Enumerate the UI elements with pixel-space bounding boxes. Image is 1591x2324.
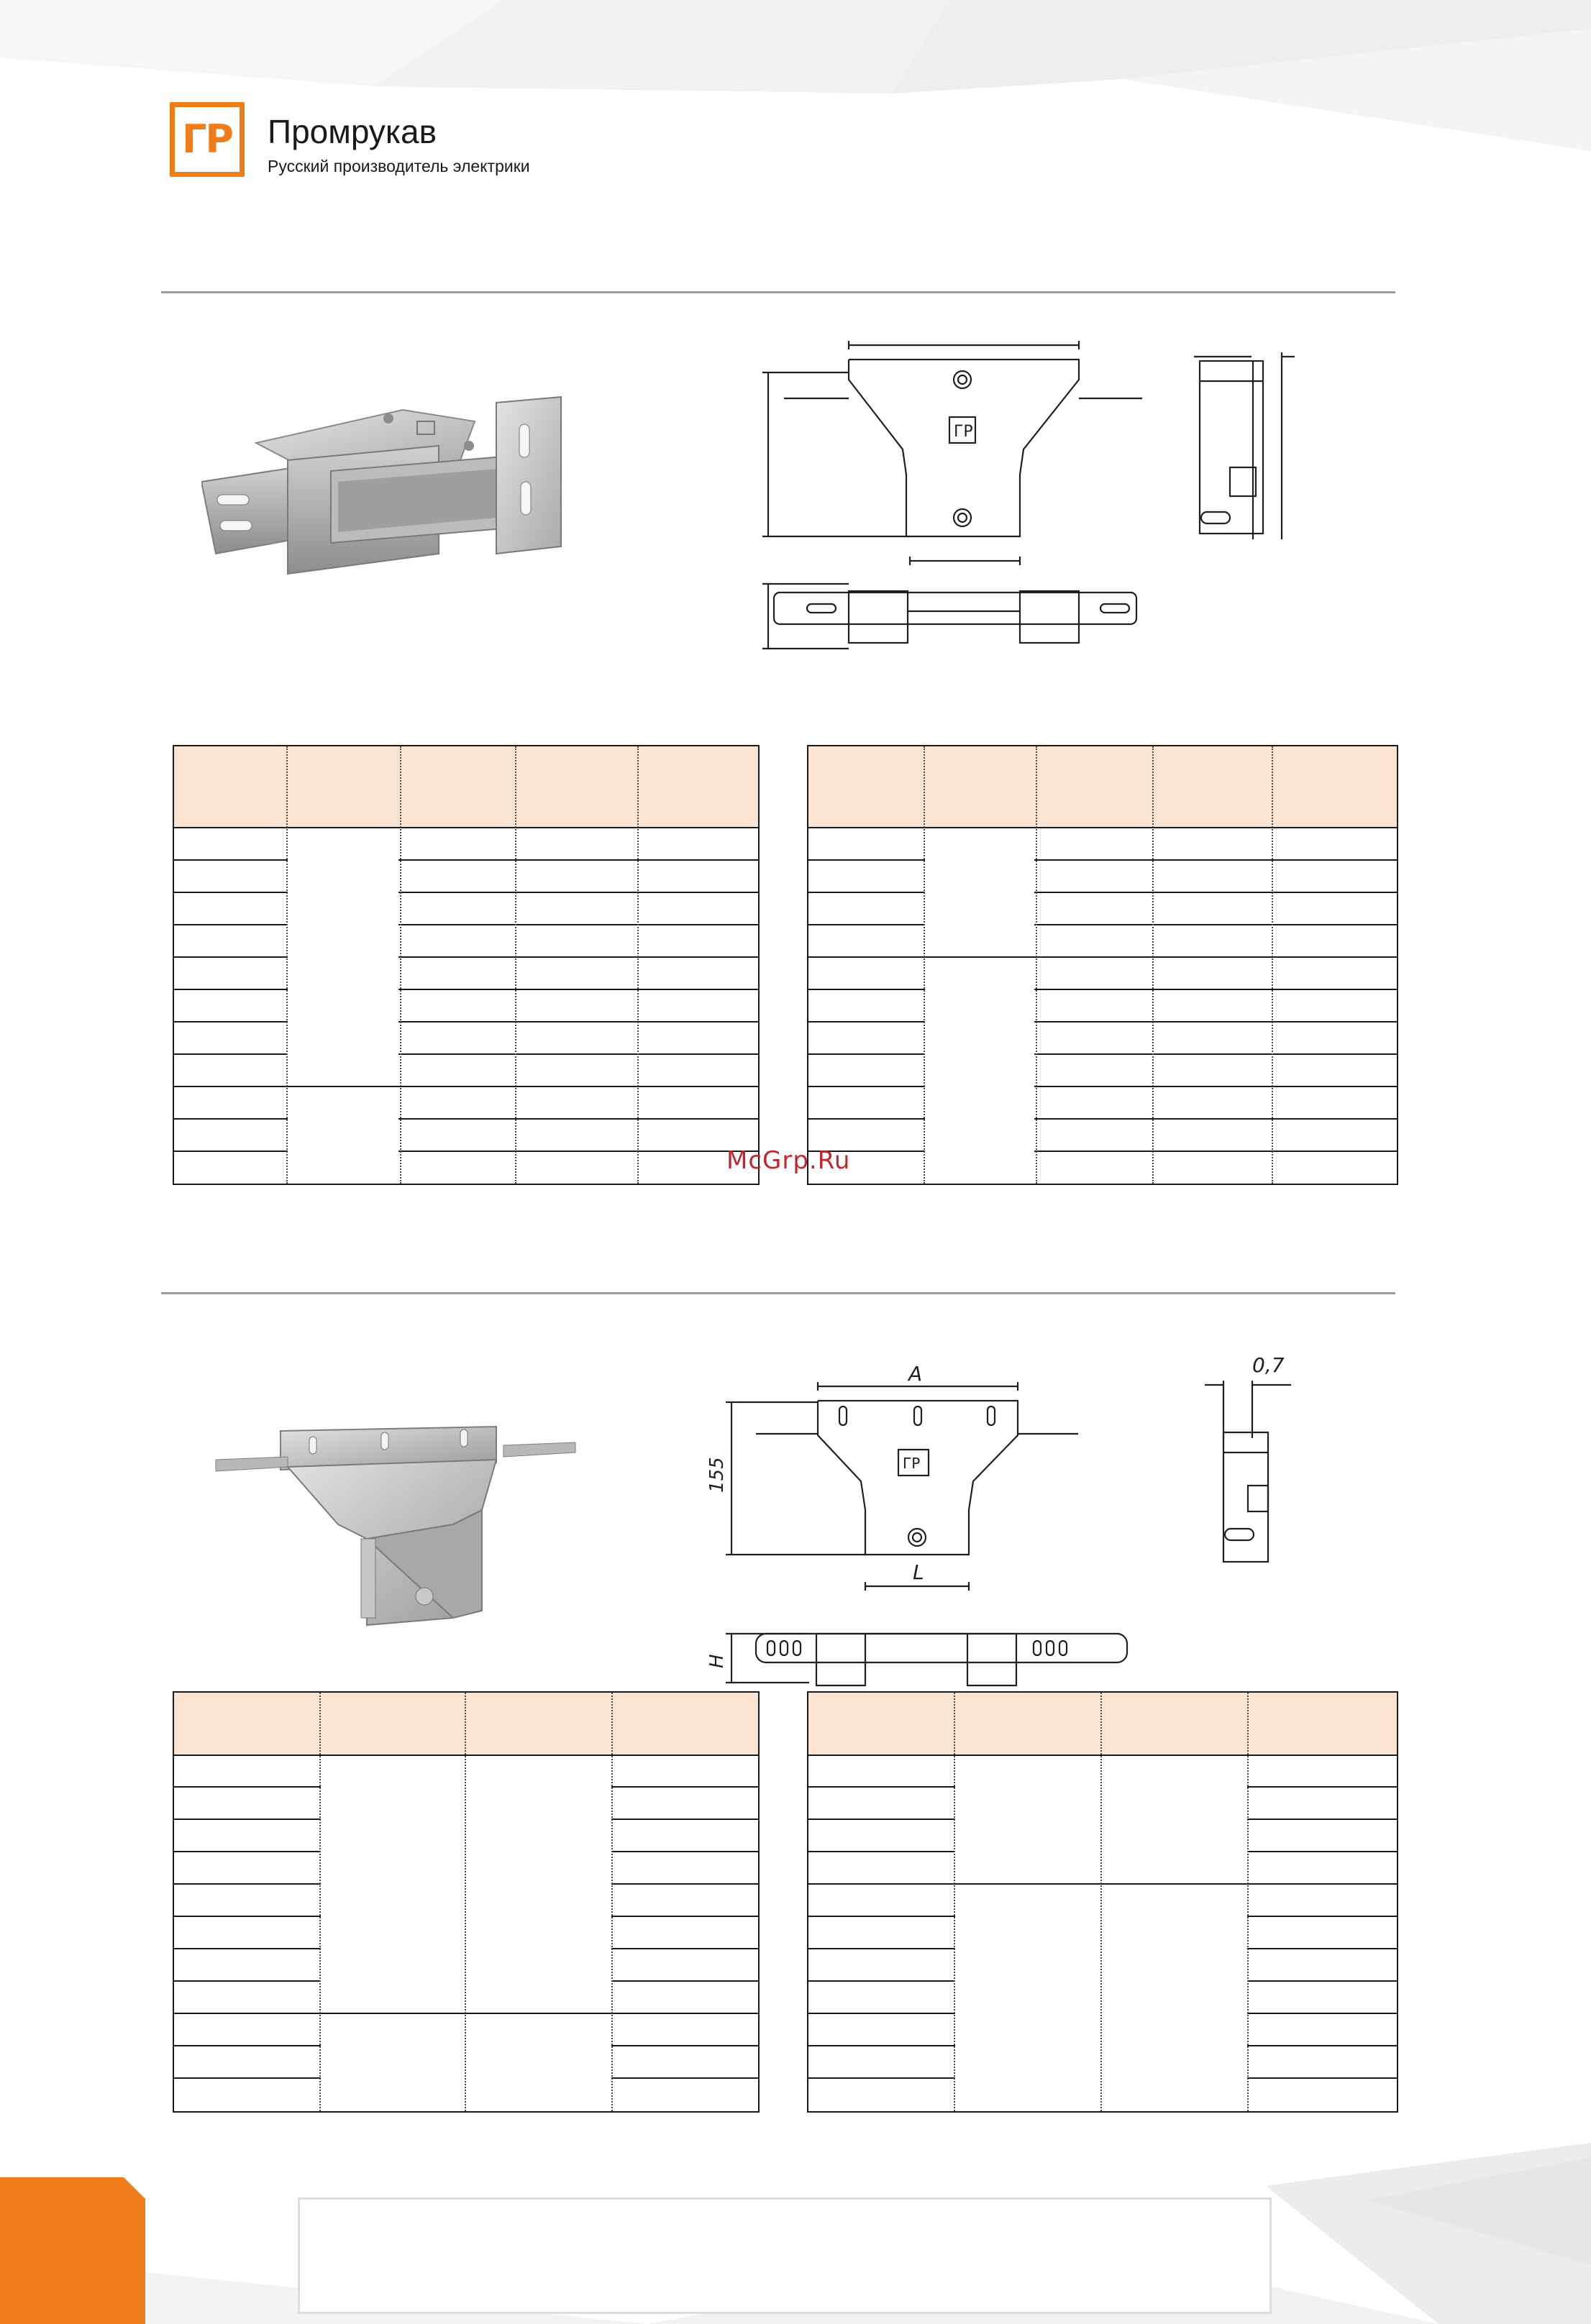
merged-cell [925,958,1034,1182]
spec-table-2-left [173,1691,760,2113]
col-line [515,746,516,1184]
row-line [174,1021,758,1023]
brand-logo-mark: ГР [182,116,232,162]
row-line [808,924,1397,925]
orange-corner-tab [0,2177,145,2324]
table-header [808,746,1397,828]
svg-text:ГР: ГР [954,423,973,441]
row-line [808,956,1397,958]
section-1-divider [161,291,1395,293]
row-line [808,892,1397,893]
row-line [808,1086,1397,1087]
spec-table-2-right [807,1691,1398,2113]
dim-label-a: A [908,1362,923,1386]
watermark: McGrp.Ru [726,1146,851,1175]
row-line [174,1053,758,1055]
merged-cell [925,828,1034,955]
section-2-divider [161,1292,1395,1294]
brand-name: Промрукав [268,113,437,150]
row-line [808,989,1397,990]
col-line [400,746,401,1184]
col-line [1272,746,1273,1184]
product-photo-1 [201,374,575,590]
col-line [1100,1693,1102,2111]
dim-label-h: H [706,1654,728,1668]
spec-table-1-right [807,745,1398,1185]
table-header [808,1693,1397,1756]
col-line [1152,746,1154,1184]
product-photo-2 [209,1417,583,1632]
table-header [174,1693,758,1756]
col-line [954,1693,955,2111]
col-line [319,1693,321,2111]
row-line [174,989,758,990]
dim-label-thickness: 0,7 [1252,1353,1285,1377]
technical-drawing-1 [748,324,1302,662]
row-line [925,956,1034,958]
row-line [174,892,758,893]
brand-logo [170,102,245,177]
row-line [174,924,758,925]
row-line [174,1118,758,1120]
col-line [1247,1693,1249,2111]
technical-drawing-2 [701,1352,1313,1697]
row-line [174,859,758,861]
col-line [465,1693,466,2111]
col-line [286,746,288,1184]
row-line [174,956,758,958]
merged-cell [288,828,398,1084]
row-line [808,1021,1397,1023]
merged-cell [321,1756,611,2012]
row-line [174,2013,758,2014]
row-line [808,859,1397,861]
col-line [924,746,925,1184]
merged-cell [321,2015,611,2110]
row-line [174,1086,758,1087]
svg-text:ГР: ГР [903,1455,921,1472]
row-line [808,1150,1397,1152]
row-line [808,1053,1397,1055]
merged-cell [288,1087,398,1182]
col-line [611,1693,613,2111]
row-line [174,1150,758,1152]
table-header [174,746,758,828]
col-line [637,746,639,1184]
footer-panel [298,2197,1272,2314]
dim-label-height: 155 [706,1457,728,1493]
spec-table-1-left [173,745,760,1185]
brand-tagline: Русский производитель электрики [268,157,530,175]
row-line [808,1118,1397,1120]
col-line [1036,746,1037,1184]
dim-label-l: L [913,1560,924,1584]
